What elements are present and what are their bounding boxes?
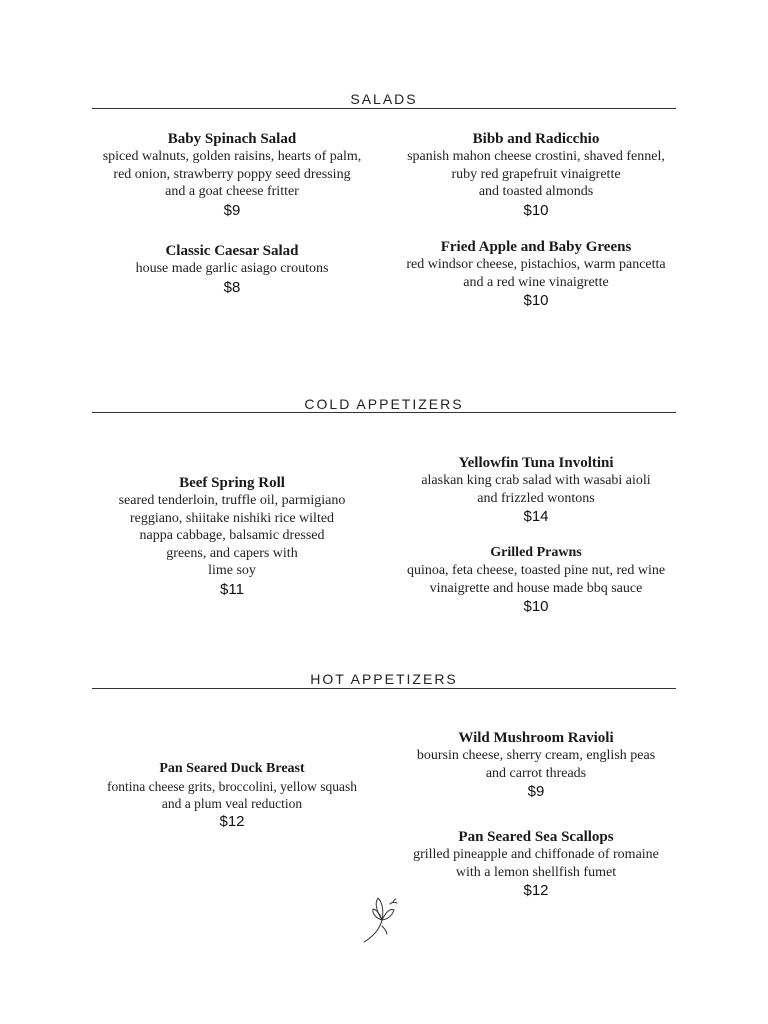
item-price: $10 [523, 598, 549, 615]
menu-item-beef-spring-roll [87, 474, 377, 599]
item-desc-line: fontina cheese grits, broccolini, yellow squash [106, 779, 358, 794]
section-title-hot-appetizers: HOT APPETIZERS [310, 671, 458, 687]
section-divider [92, 688, 676, 689]
item-desc-line: reggiano, shiitake nishiki rice wilted [129, 510, 335, 526]
menu-item-yellowfin-tuna-involtini [391, 454, 681, 526]
item-price: $9 [223, 201, 241, 219]
item-desc-line: grilled pineapple and chiffonade of romaine [413, 847, 659, 862]
menu-item-bibb-and-radicchio [391, 130, 681, 220]
item-name: Grilled Prawns [490, 545, 582, 560]
item-desc-line: ruby red grapefruit vinaigrette [451, 166, 621, 182]
item-price: $9 [527, 783, 545, 800]
section-divider [92, 108, 676, 109]
item-desc-line: quinoa, feta cheese, toasted pine nut, red wine [406, 563, 666, 578]
item-desc-line: and a plum veal reduction [161, 796, 303, 811]
item-price: $12 [523, 882, 549, 899]
menu-item-baby-spinach-salad [87, 130, 377, 220]
item-desc-line: red windsor cheese, pistachios, warm pancetta [406, 257, 666, 272]
butterfly-logo-icon [360, 890, 408, 946]
menu-item-pan-seared-sea-scallops [391, 828, 681, 900]
item-desc-line: seared tenderloin, truffle oil, parmigiano [118, 493, 346, 508]
section-title-salads: SALADS [350, 91, 418, 107]
item-desc-line: house made garlic asiago croutons [135, 261, 329, 276]
item-name: Fried Apple and Baby Greens [440, 239, 632, 255]
item-desc-line: vinaigrette and house made bbq sauce [429, 580, 643, 596]
item-price: $10 [523, 201, 549, 219]
menu-item-grilled-prawns [391, 544, 681, 616]
section-title-cold-appetizers: COLD APPETIZERS [304, 396, 464, 412]
item-desc-line: and toasted almonds [478, 184, 594, 199]
section-divider [92, 412, 676, 413]
item-name: Pan Seared Sea Scallops [458, 829, 614, 845]
item-price: $8 [223, 278, 241, 296]
item-desc-line: red onion, strawberry poppy seed dressing [113, 166, 351, 182]
item-desc-line: with a lemon shellfish fumet [455, 864, 617, 880]
item-name: Wild Mushroom Ravioli [458, 730, 614, 746]
item-desc-line: nappa cabbage, balsamic dressed [139, 528, 325, 543]
menu-item-classic-caesar-salad [87, 242, 377, 297]
item-desc-line: greens, and capers with [166, 545, 298, 561]
item-name: Pan Seared Duck Breast [159, 761, 305, 776]
menu-item-fried-apple-and-baby-greens [391, 238, 681, 310]
item-desc-line: and carrot threads [485, 765, 587, 781]
item-price: $10 [523, 292, 549, 309]
item-desc-line: and a goat cheese fritter [165, 184, 299, 199]
item-desc-line: and a red wine vinaigrette [463, 274, 609, 290]
item-desc-line: spiced walnuts, golden raisins, hearts of palm, [102, 149, 362, 164]
item-desc-line: lime soy [208, 563, 256, 578]
item-name: Classic Caesar Salad [165, 243, 299, 259]
item-price: $12 [219, 813, 245, 830]
item-desc-line: alaskan king crab salad with wasabi aioli [421, 473, 651, 488]
menu-item-pan-seared-duck-breast [87, 760, 377, 831]
item-name: Baby Spinach Salad [167, 131, 297, 147]
item-price: $11 [220, 580, 244, 598]
item-price: $14 [523, 508, 549, 525]
item-desc-line: boursin cheese, sherry cream, english peas [416, 748, 656, 763]
item-name: Beef Spring Roll [179, 475, 285, 491]
item-name: Bibb and Radicchio [472, 131, 600, 147]
item-desc-line: spanish mahon cheese crostini, shaved fennel, [407, 149, 665, 164]
item-name: Yellowfin Tuna Involtini [458, 455, 614, 471]
item-desc-line: and frizzled wontons [477, 490, 595, 506]
menu-item-wild-mushroom-ravioli [391, 729, 681, 801]
